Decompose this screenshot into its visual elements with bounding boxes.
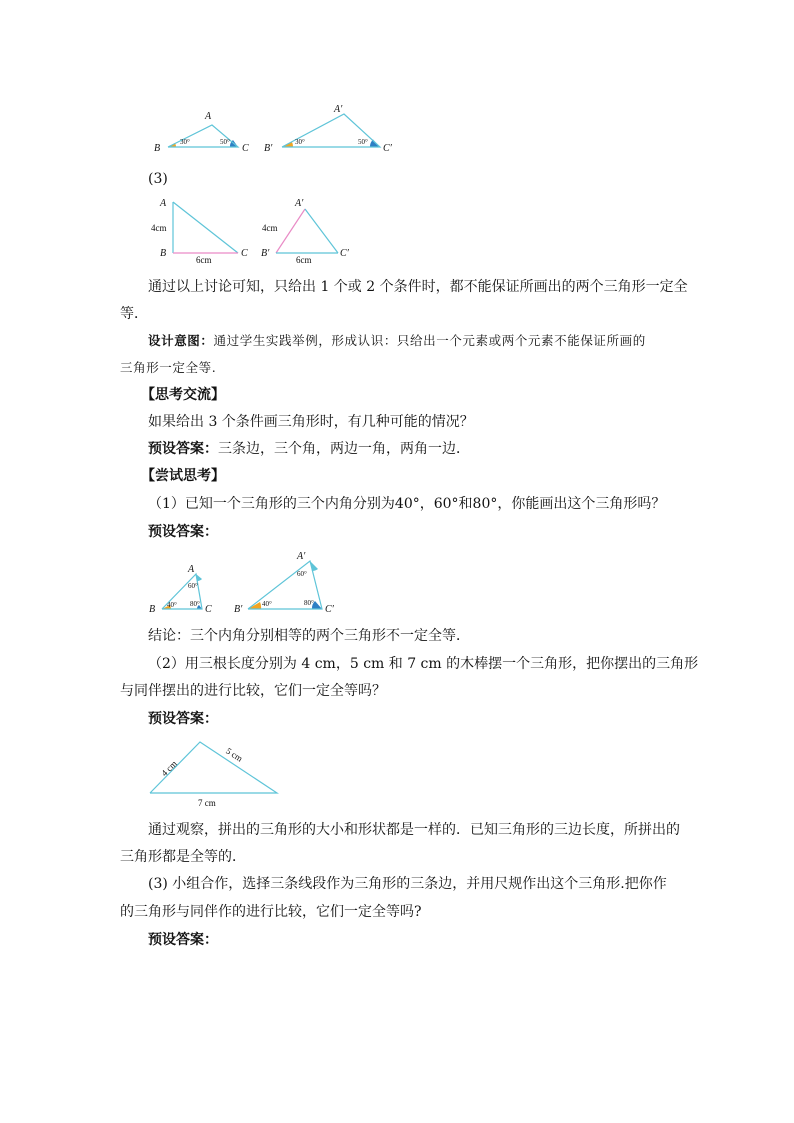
vertex-b: B: [160, 248, 167, 259]
angle-c-label: 80°: [304, 599, 314, 607]
side-bc-label: 6cm: [196, 255, 212, 264]
design-intent-label: 设计意图：: [148, 333, 214, 348]
triangle-angles-2: [234, 551, 335, 615]
vertex-c: C: [241, 248, 248, 259]
triangle-right-2: [261, 198, 350, 264]
try-question-2-conclusion-line-1: 通过观察，拼出的三角形的大小和形状都是一样的．已知三角形的三边长度，所拼出的: [148, 822, 680, 838]
angle-b-label: 30°: [180, 138, 190, 146]
try-question-3-answer-label: 预设答案：: [148, 932, 218, 948]
try-question-2-line-1: （2）用三根长度分别为 4 cm，5 cm 和 7 cm 的木棒摆一个三角形，把你摆出的三角形: [148, 656, 699, 672]
angle-c-label: 50°: [220, 138, 230, 146]
side-4cm-label: 4 cm: [159, 758, 179, 779]
conclusion-1-line-2: 等．: [120, 306, 148, 322]
angle-a-label: 60°: [188, 582, 198, 590]
try-question-3-line-1: (3) 小组合作，选择三条线段作为三角形的三条边，并用尺规作出这个三角形.把你作: [148, 876, 667, 892]
vertex-a: A: [160, 198, 167, 209]
try-question-2-conclusion-line-2: 三角形都是全等的．: [120, 849, 246, 865]
angle-b-label: 30°: [295, 138, 305, 146]
vertex-a: A′: [295, 198, 304, 209]
side-5cm-label: 5 cm: [224, 745, 245, 764]
angle-b-label: 40°: [262, 600, 272, 608]
vertex-a: A′: [297, 551, 306, 562]
section-heading-try: 【尝试思考】: [141, 468, 225, 484]
section-heading-think: 【思考交流】: [141, 387, 225, 403]
vertex-a: A′: [334, 104, 343, 115]
item-3-label: (3): [148, 171, 168, 187]
design-intent-line-2: 三角形一定全等.: [120, 360, 217, 375]
angle-a-label: 60°: [297, 570, 307, 578]
side-7cm-label: 7 cm: [198, 798, 216, 808]
think-answer: [148, 439, 470, 459]
vertex-a: A: [205, 111, 212, 122]
try-question-2-answer-label: 预设答案：: [148, 711, 218, 727]
design-intent-text: 通过学生实践举例，形成认识：只给出一个元素或两个元素不能保证所画的: [213, 333, 646, 348]
vertex-c: C′: [325, 604, 334, 615]
triangle-right-1: [151, 198, 248, 264]
figure-angle-triangles: [150, 103, 410, 159]
think-question: 如果给出 3 个条件画三角形时，有几种可能的情况？: [148, 414, 474, 430]
side-bc-label: 6cm: [296, 255, 312, 264]
vertex-a: A: [188, 564, 195, 575]
try-question-1-conclusion: 结论：三个内角分别相等的两个三角形不一定全等．: [148, 628, 470, 644]
side-ab-label: 4cm: [262, 223, 278, 233]
vertex-b: B: [154, 143, 161, 154]
answer-label: 预设答案：: [148, 441, 218, 457]
design-intent-line-1: [148, 331, 646, 351]
vertex-c: C′: [383, 143, 392, 154]
vertex-b: B′: [261, 248, 270, 259]
side-ab-label: 4cm: [151, 223, 167, 233]
figure-side-triangles: [150, 192, 370, 264]
vertex-b: B: [149, 604, 156, 615]
vertex-b: B′: [264, 143, 273, 154]
figure-three-side-triangle: [146, 736, 286, 808]
try-question-2-line-2: 与同伴摆出的进行比较，它们一定全等吗？: [120, 683, 386, 699]
vertex-c: C: [242, 143, 249, 154]
triangle-abc-1: [154, 111, 249, 154]
conclusion-1-line-1: 通过以上讨论可知，只给出 1 个或 2 个条件时，都不能保证所画出的两个三角形一定全: [148, 279, 688, 295]
vertex-c: C: [205, 604, 212, 615]
vertex-b: B′: [234, 604, 243, 615]
figure-three-angle-triangles: [146, 548, 346, 618]
try-question-1: （1）已知一个三角形的三个内角分别为40°，60°和80°，你能画出这个三角形吗？: [148, 496, 666, 512]
triangle-abc-2: [264, 104, 393, 154]
angle-c-label: 80°: [190, 600, 200, 608]
answer-text: 三条边，三个角，两边一角，两角一边．: [218, 441, 470, 457]
try-question-1-answer-label: 预设答案：: [148, 524, 218, 540]
angle-c-label: 50°: [358, 138, 368, 146]
vertex-c: C′: [340, 248, 349, 259]
triangle-angles-1: [149, 564, 212, 615]
angle-b-label: 40°: [167, 601, 177, 609]
try-question-3-line-2: 的三角形与同伴作的进行比较，它们一定全等吗?: [120, 904, 422, 920]
